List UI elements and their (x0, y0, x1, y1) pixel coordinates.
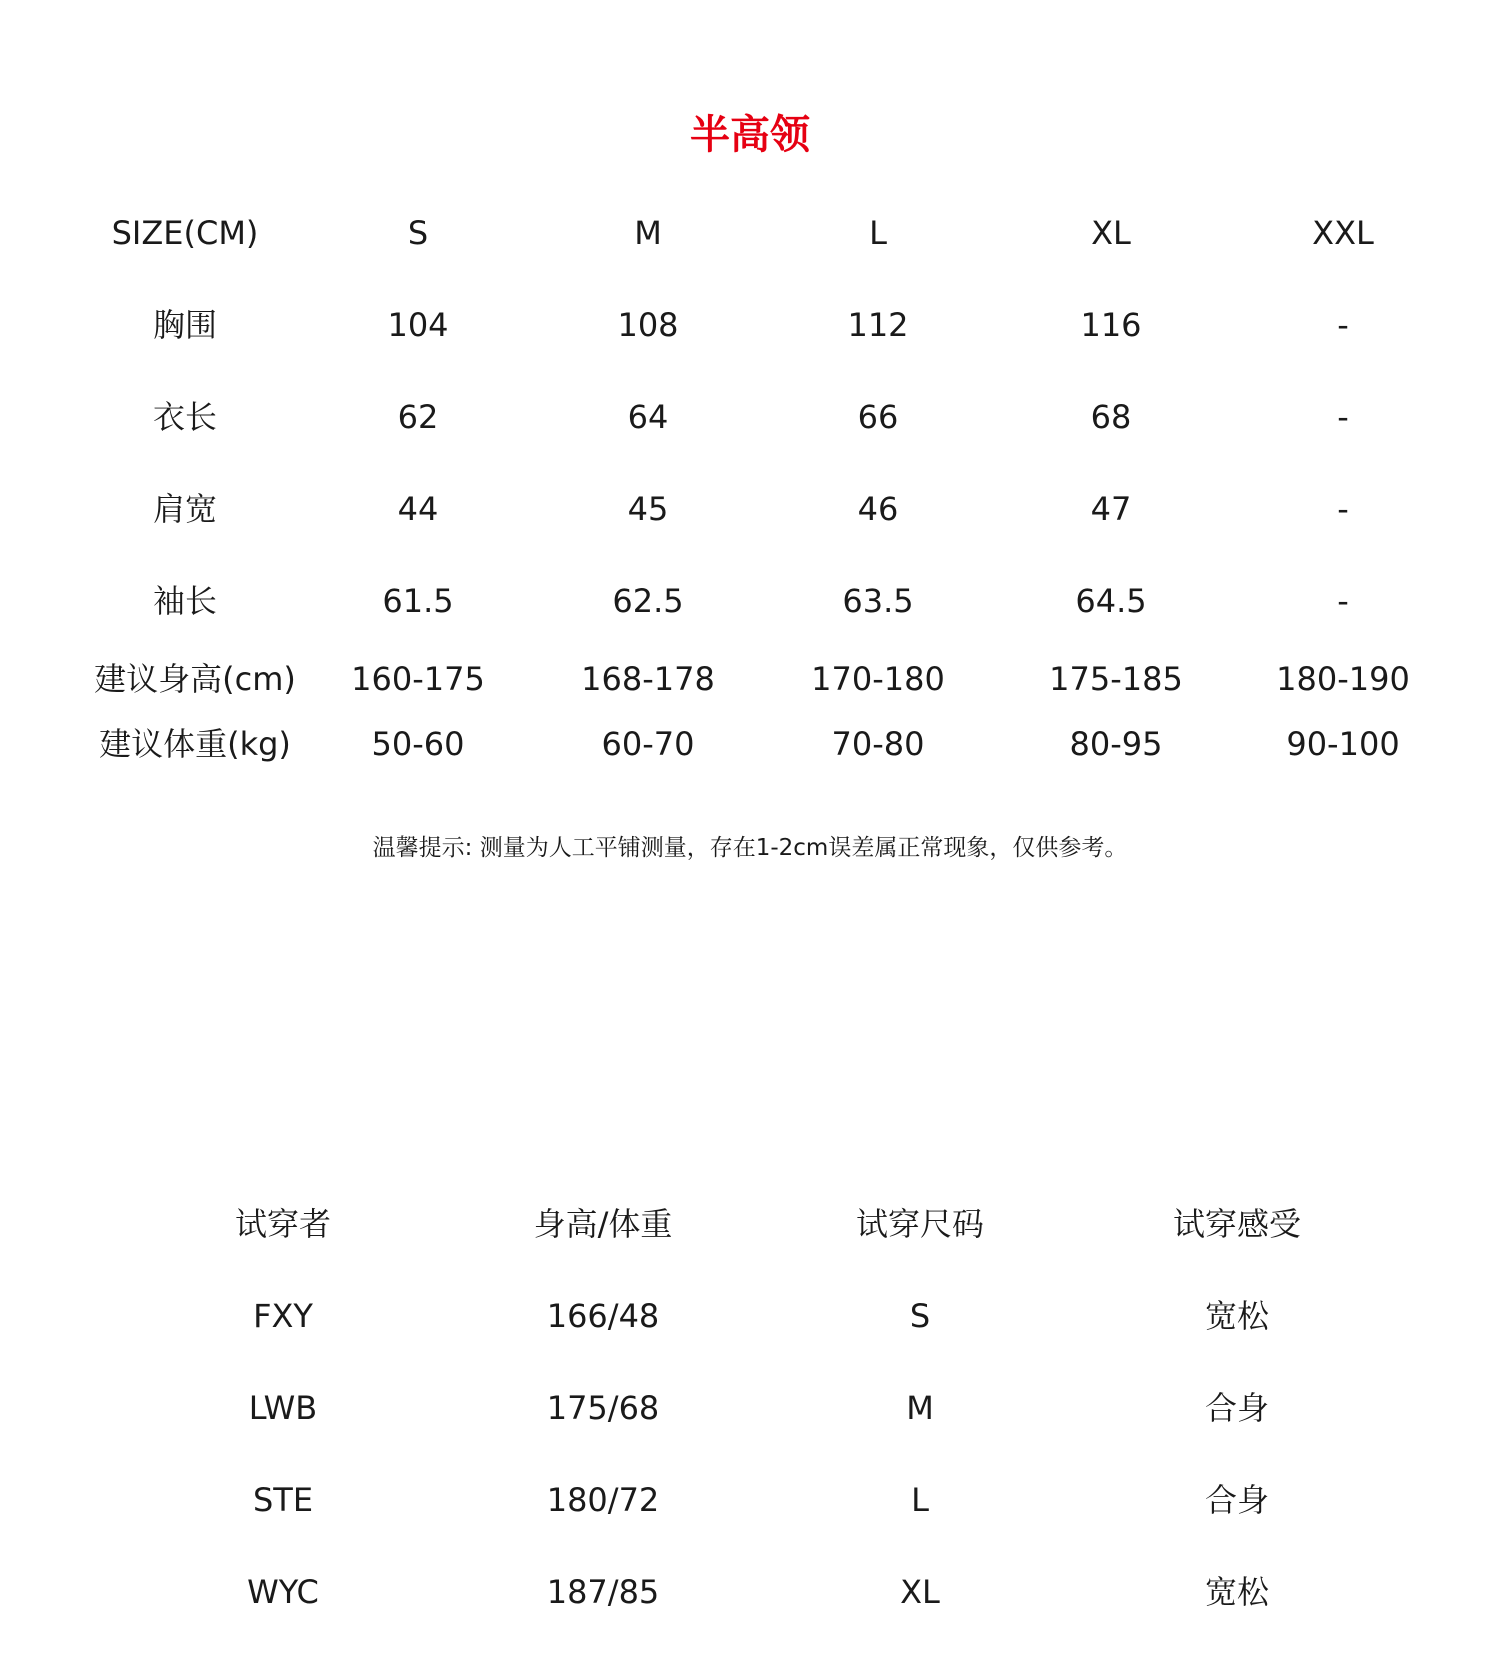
size-row-label: 袖长 (152, 582, 217, 620)
fit-row (0, 1470, 1500, 1530)
size-header-m: M (634, 214, 662, 252)
size-cell: - (1337, 490, 1349, 528)
fit-cell-height-weight: 180/72 (546, 1481, 660, 1519)
fit-cell-height-weight: 187/85 (546, 1573, 660, 1611)
size-header-xxl: XXL (1312, 214, 1374, 252)
size-row-sleeve (0, 571, 1500, 631)
size-cell: 46 (857, 490, 899, 528)
fit-cell-feeling: 合身 (1204, 1481, 1269, 1519)
fit-cell-height-weight: 175/68 (546, 1389, 660, 1427)
fit-cell-size: L (911, 1481, 929, 1519)
fit-header-feeling: 试穿感受 (1172, 1205, 1301, 1243)
fit-cell-wearer: STE (252, 1481, 314, 1519)
fit-cell-size: M (906, 1389, 934, 1427)
fit-cell-height-weight: 166/48 (546, 1297, 660, 1335)
size-header-label: SIZE(CM) (111, 214, 259, 252)
size-row-height (0, 649, 1500, 709)
size-cell: - (1337, 306, 1349, 344)
size-row-label: 建议体重(kg) (99, 725, 291, 763)
size-cell: - (1337, 582, 1349, 620)
size-cell: 168-178 (581, 660, 715, 698)
size-cell: 50-60 (371, 725, 465, 763)
size-row-weight (0, 714, 1500, 774)
size-row-shoulder (0, 479, 1500, 539)
size-cell: 170-180 (811, 660, 945, 698)
fit-cell-feeling: 宽松 (1204, 1573, 1269, 1611)
fit-cell-feeling: 宽松 (1204, 1297, 1269, 1335)
size-cell: 70-80 (831, 725, 925, 763)
size-row-label: 衣长 (152, 398, 217, 436)
size-cell: 62.5 (612, 582, 684, 620)
fit-cell-feeling: 合身 (1204, 1389, 1269, 1427)
size-cell: 64.5 (1075, 582, 1147, 620)
size-header-xl: XL (1091, 214, 1131, 252)
size-cell: 64 (627, 398, 669, 436)
size-cell: 45 (627, 490, 669, 528)
fit-row (0, 1562, 1500, 1622)
size-cell: 63.5 (842, 582, 914, 620)
size-cell: 104 (387, 306, 449, 344)
size-row-label: 肩宽 (152, 490, 217, 528)
size-row-label: 胸围 (152, 306, 217, 344)
size-cell: 80-95 (1069, 725, 1163, 763)
fit-table-header (0, 1194, 1500, 1254)
size-cell: 180-190 (1276, 660, 1410, 698)
size-cell: 112 (847, 306, 909, 344)
size-cell: 108 (617, 306, 679, 344)
size-row-length (0, 387, 1500, 447)
fit-cell-wearer: LWB (248, 1389, 318, 1427)
page-title: 半高领 (690, 112, 810, 158)
fit-cell-size: XL (900, 1573, 940, 1611)
size-cell: 61.5 (382, 582, 454, 620)
size-header-l: L (869, 214, 887, 252)
size-cell: 68 (1090, 398, 1132, 436)
fit-cell-wearer: FXY (253, 1297, 313, 1335)
size-cell: 44 (397, 490, 439, 528)
size-cell: 116 (1080, 306, 1142, 344)
measurement-note: 温馨提示: 测量为人工平铺测量，存在1-2cm误差属正常现象，仅供参考。 (372, 835, 1128, 861)
size-cell: 47 (1090, 490, 1132, 528)
size-cell: 160-175 (351, 660, 485, 698)
size-header-s: S (407, 214, 429, 252)
fit-cell-wearer: WYC (247, 1573, 319, 1611)
size-cell: 66 (857, 398, 899, 436)
size-table-header (0, 203, 1500, 263)
fit-header-height-weight: 身高/体重 (533, 1205, 673, 1243)
size-cell: 60-70 (601, 725, 695, 763)
size-cell: - (1337, 398, 1349, 436)
size-row-chest (0, 295, 1500, 355)
fit-row (0, 1286, 1500, 1346)
size-cell: 175-185 (1049, 660, 1183, 698)
size-cell: 62 (397, 398, 439, 436)
fit-row (0, 1378, 1500, 1438)
size-row-label: 建议身高(cm) (94, 660, 296, 698)
fit-cell-size: S (909, 1297, 931, 1335)
size-cell: 90-100 (1286, 725, 1400, 763)
fit-header-wearer: 试穿者 (234, 1205, 331, 1243)
fit-header-size: 试穿尺码 (855, 1205, 984, 1243)
